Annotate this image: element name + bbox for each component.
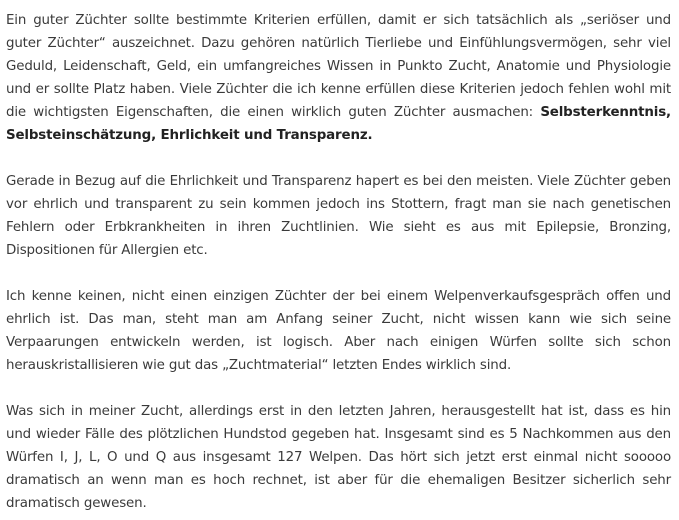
paragraph-sales-talk (6, 285, 671, 377)
paragraph-text: Ein guter Züchter sollte bestimmte Kriterien erfüllen, damit er sich tatsächlich als „seriöser und guter Züchter“ auszeichnet. Dazu gehören natürlich Tierliebe und Einfühlungsvermögen, sehr viel Geduld, Leidenschaft, Geld, ein umfangreiches Wissen in Punkto Zucht, Anatomie und Physiologie und er sollte Platz haben. Viele Züchter die ich kenne erfüllen diese Kriterien jedoch fehlen wohl mit die wichtigsten Eigenschaften, die einen wirklich guten Züchter ausmachen: (6, 13, 671, 120)
key-qualities-highlight: Selbsterkenntnis, Selbsteinschätzung, Ehrlichkeit und Transparenz. (6, 105, 671, 143)
paragraph-breeder-criteria (6, 9, 671, 147)
paragraph-honesty-transparency (6, 170, 671, 262)
paragraph-text: Gerade in Bezug auf die Ehrlichkeit und Transparenz hapert es bei den meisten. Viele Züchter geben vor ehrlich und transparent zu sein kommen jedoch ins Stottern, fragt man sie nach genetischen Fehlern oder Erbkrankheiten in ihren Zuchtlinien. Wie sieht es aus mit Epilepsie, Bronzing, Dispositionen für Allergien etc. (6, 174, 671, 258)
paragraph-text: Ich kenne keinen, nicht einen einzigen Züchter der bei einem Welpenverkaufsgespräch offen und ehrlich ist. Das man, steht man am Anfang seiner Zucht, nicht wissen kann wie sich seine Verpaarungen entwickeln werden, ist logisch. Aber nach einigen Würfen sollte sich schon herauskristallisieren wie gut das „Zuchtmaterial“ letzten Endes wirklich sind. (6, 289, 671, 373)
paragraph-own-breeding (6, 400, 671, 515)
paragraph-text: Was sich in meiner Zucht, allerdings erst in den letzten Jahren, herausgestellt hat ist, dass es hin und wieder Fälle des plötzlichen Hundstod gegeben hat. Insgesamt sind es 5 Nachkommen aus den Würfen I, J, L, O und Q aus insgesamt 127 Welpen. Das hört sich jetzt erst einmal nicht sooooo dramatisch an wenn man es hoch rechnet, ist aber für die ehemaligen Besitzer sicherlich sehr dramatisch gewesen. (6, 404, 671, 511)
